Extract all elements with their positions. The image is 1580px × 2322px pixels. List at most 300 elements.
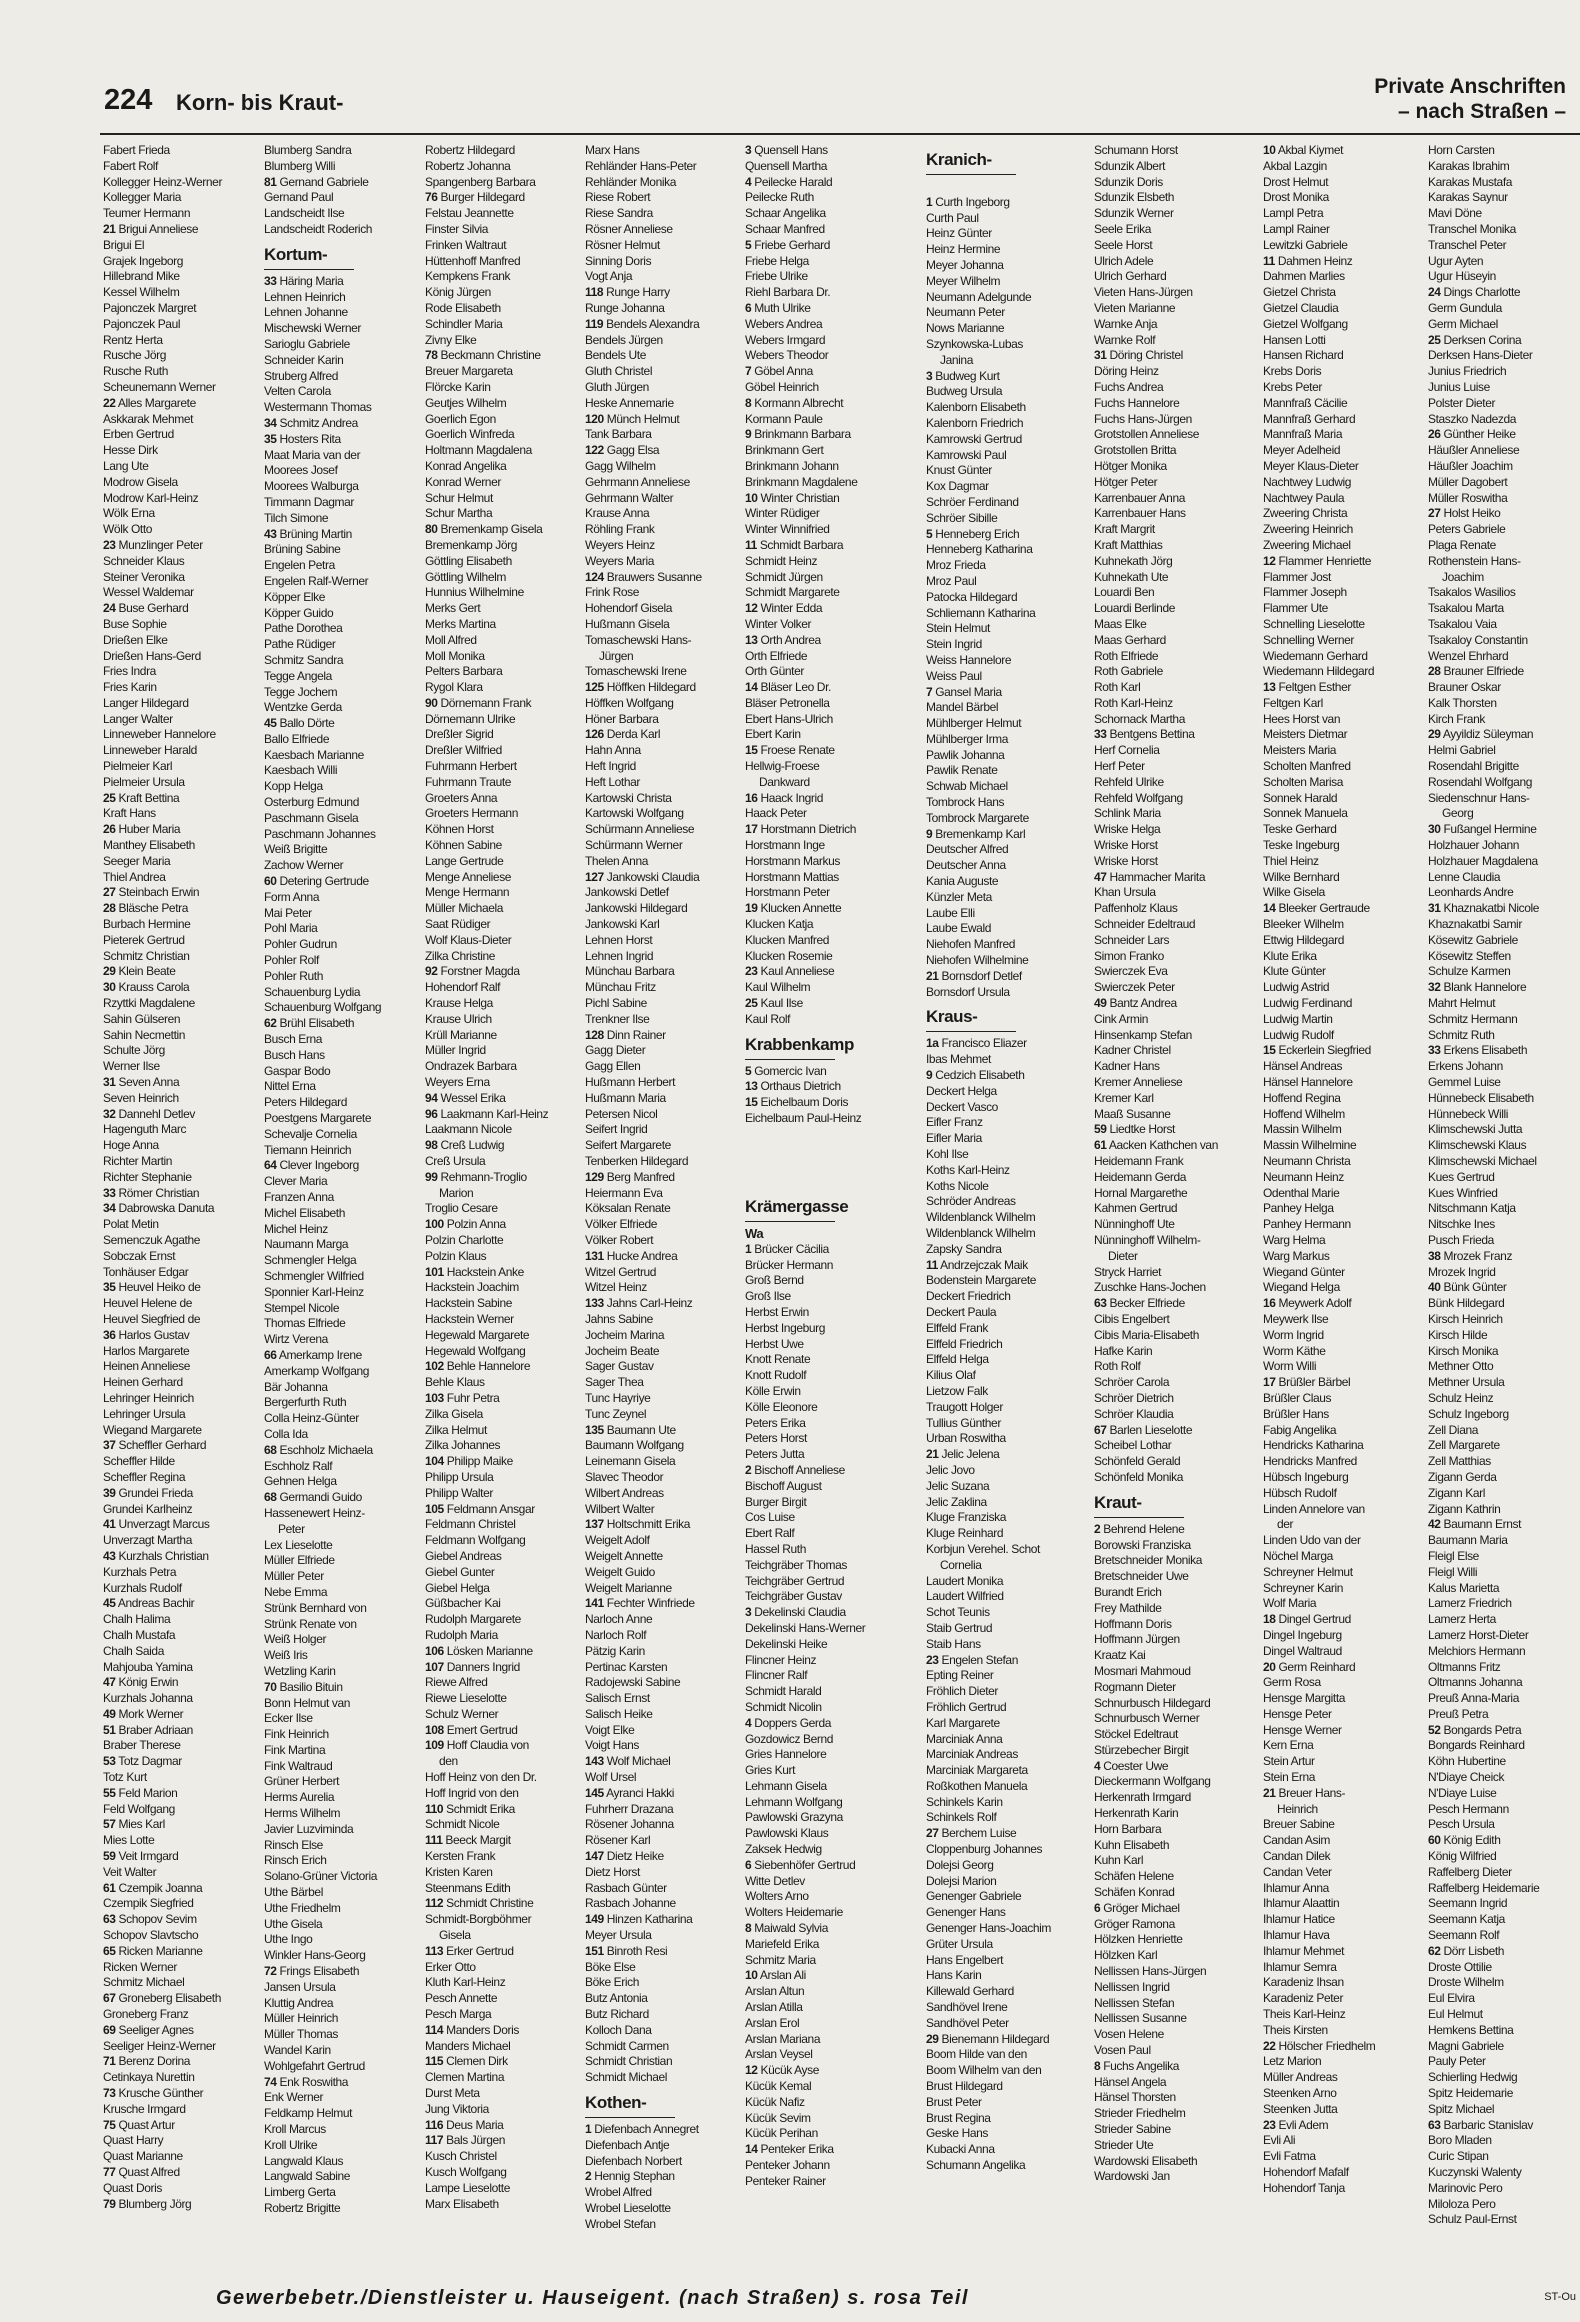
resident-entry: Amerkamp Wolfgang — [264, 1363, 370, 1378]
resident-entry: Semenczuk Agathe — [103, 1232, 201, 1247]
resident-entry: 98 Creß Ludwig — [425, 1138, 505, 1153]
resident-entry: Narloch Rolf — [585, 1627, 647, 1642]
resident-entry: Schumann Horst — [1094, 143, 1178, 157]
resident-entry: Michel Elisabeth — [264, 1205, 345, 1220]
street-heading: Krämergasse — [745, 1196, 907, 1222]
resident-entry: Kania Auguste — [926, 874, 999, 889]
resident-entry: Genenger Hans-Joachim — [926, 1921, 1052, 1936]
resident-entry: Nitschke Ines — [1428, 1217, 1495, 1232]
resident-entry: Killewald Gerhard — [926, 1984, 1014, 1999]
resident-entry: Tunc Hayriye — [585, 1390, 651, 1405]
resident-entry: Kurzhals Petra — [103, 1564, 177, 1579]
resident-entry: 21 Jelic Jelena — [926, 1447, 1000, 1462]
resident-entry: Horn Carsten — [1428, 143, 1495, 157]
resident-entry: Hänsel Andreas — [1263, 1059, 1343, 1074]
house-number: 135 — [585, 1422, 604, 1437]
resident-entry: Krause Helga — [425, 996, 493, 1011]
house-number: 31 — [1094, 348, 1107, 363]
entry-continuation: Peter — [278, 1521, 305, 1536]
resident-entry: 12 Kücük Ayse — [745, 2063, 819, 2078]
resident-entry: Herms Wilhelm — [264, 1806, 341, 1821]
resident-entry: Schneider Klaus — [103, 553, 185, 568]
resident-entry: Müller Peter — [264, 1569, 324, 1584]
resident-entry: Dreßler Sigrid — [425, 727, 494, 742]
resident-entry: Geske Hans — [926, 2126, 989, 2141]
resident-entry: Sponnier Karl-Heinz — [264, 1284, 364, 1299]
resident-entry: 78 Beckmann Christine — [425, 348, 541, 363]
resident-entry: Lamerz Friedrich — [1428, 1596, 1512, 1611]
resident-entry: Pielmeier Ursula — [103, 774, 185, 789]
resident-entry: Klimschewski Michael — [1428, 1154, 1537, 1168]
resident-entry: 25 Derksen Corina — [1428, 332, 1522, 347]
resident-entry: 109 Hoff Claudia von — [425, 1738, 529, 1753]
resident-entry: Schulz Ingeborg — [1428, 1406, 1509, 1421]
house-number: 8 — [745, 395, 752, 410]
house-number: 14 — [745, 680, 758, 695]
resident-entry: Ecker Ilse — [264, 1711, 313, 1726]
resident-entry: Wandel Karin — [264, 2043, 331, 2058]
resident-entry: Lang Ute — [103, 458, 149, 473]
house-number: 13 — [745, 632, 758, 647]
resident-entry: Philipp Walter — [425, 1485, 493, 1500]
house-number: 62 — [264, 1016, 277, 1031]
resident-entry: 12 Winter Edda — [745, 601, 823, 616]
house-number: 71 — [103, 2054, 116, 2069]
resident-entry: Gietzel Christa — [1263, 285, 1336, 300]
resident-entry: Polster Dieter — [1428, 395, 1496, 410]
resident-entry: Wessel Waldemar — [103, 585, 194, 600]
resident-entry: Velten Carola — [264, 384, 331, 399]
resident-entry: Lamerz Herta — [1428, 1612, 1496, 1627]
page-footer — [0, 2287, 1580, 2322]
house-number: 10 — [1263, 143, 1276, 157]
resident-entry: 77 Quast Alfred — [103, 2165, 180, 2179]
resident-entry: Marinovic Pero — [1428, 2180, 1503, 2195]
resident-entry: Arslan Altun — [745, 1984, 805, 1999]
resident-entry: Göbel Heinrich — [745, 379, 819, 394]
resident-entry: Richter Stephanie — [103, 1169, 192, 1184]
house-number: 8 — [1094, 2058, 1101, 2073]
resident-entry: Paschmann Johannes — [264, 826, 376, 841]
resident-entry: Groeters Anna — [425, 790, 498, 805]
resident-entry: Mai Peter — [264, 905, 312, 920]
house-number: 21 — [1263, 1785, 1276, 1800]
resident-entry: Mühlberger Helmut — [926, 716, 1022, 731]
resident-entry: Breuer Sabine — [1263, 1817, 1335, 1832]
resident-entry: Naumann Marga — [264, 1237, 349, 1252]
resident-entry: Schliemann Katharina — [926, 605, 1036, 620]
resident-entry: Göttling Elisabeth — [425, 553, 512, 568]
resident-entry: Kroll Marcus — [264, 2122, 326, 2137]
resident-entry: 38 Mrozek Franz — [1428, 1248, 1513, 1263]
resident-entry: Kues Winfried — [1428, 1185, 1498, 1200]
resident-entry: Kubacki Anna — [926, 2142, 995, 2157]
resident-entry: Fabig Angelika — [1263, 1422, 1337, 1437]
resident-entry: Schmidt Nicole — [425, 1817, 500, 1832]
resident-entry: 15 Froese Renate — [745, 743, 835, 758]
resident-entry: Marx Elisabeth — [425, 2196, 499, 2211]
resident-entry: 28 Bläsche Petra — [103, 901, 189, 916]
resident-entry: Seele Erika — [1094, 221, 1151, 236]
resident-entry: Kopp Helga — [264, 779, 323, 794]
resident-entry: Wardowski Jan — [1094, 2169, 1170, 2184]
resident-entry: Tsakalou Marta — [1428, 601, 1504, 616]
spacer — [926, 179, 1088, 195]
resident-entry: Köpper Elke — [264, 589, 325, 604]
resident-entry: 1a Francisco Eliazer — [926, 1036, 1027, 1051]
resident-entry: Eifler Franz — [926, 1115, 983, 1130]
resident-entry: Flincner Ralf — [745, 1668, 808, 1683]
resident-entry: 14 Penteker Erika — [745, 2142, 834, 2157]
house-number: 13 — [1263, 680, 1276, 695]
resident-entry: Gagg Dieter — [585, 1043, 646, 1058]
resident-entry: Roth Rolf — [1094, 1359, 1141, 1374]
resident-entry: 29 Bienemann Hildegard — [926, 2031, 1050, 2046]
resident-entry: Kirsch Heinrich — [1428, 1311, 1503, 1326]
resident-entry: Manthey Elisabeth — [103, 838, 195, 853]
resident-entry: Schaar Angelika — [745, 206, 826, 221]
resident-entry: Winter Volker — [745, 616, 812, 631]
resident-entry: Nellissen Hans-Jürgen — [1094, 1964, 1207, 1979]
resident-entry: Zigann Kathrin — [1428, 1501, 1501, 1516]
resident-entry: 13 Orth Andrea — [745, 632, 821, 647]
house-number: 131 — [585, 1248, 604, 1263]
resident-entry: Schäfen Konrad — [1094, 1885, 1175, 1900]
resident-entry: Seifert Ingrid — [585, 1122, 648, 1137]
resident-entry: Methner Otto — [1428, 1359, 1494, 1374]
resident-entry: Kersten Frank — [425, 1849, 496, 1864]
resident-entry: Landscheidt Ilse — [264, 206, 345, 221]
resident-entry: Ihlamur Anna — [1263, 1880, 1329, 1895]
resident-entry: Köhnen Horst — [425, 822, 494, 837]
resident-entry: Creß Ursula — [425, 1154, 486, 1168]
resident-entry: Sandhövel Peter — [926, 2015, 1009, 2030]
resident-entry: Müller Andreas — [1263, 2070, 1338, 2085]
resident-entry: Kalk Thorsten — [1428, 695, 1497, 710]
resident-entry: Flammer Jost — [1263, 569, 1331, 584]
resident-entry: 35 Heuvel Heiko de — [103, 1280, 201, 1295]
resident-entry: Westermann Thomas — [264, 400, 372, 415]
resident-entry: 17 Brüßler Bärbel — [1263, 1375, 1351, 1390]
resident-entry: Strünk Renate von — [264, 1616, 357, 1631]
house-number: 75 — [103, 2117, 116, 2132]
resident-entry: Weigelt Annette — [585, 1548, 663, 1563]
resident-entry: Kirch Frank — [1428, 711, 1485, 726]
house-number: 122 — [585, 443, 604, 458]
sub-heading: Wa — [745, 1226, 764, 1241]
resident-entry: 61 Aacken Kathchen van — [1094, 1138, 1218, 1153]
resident-entry: Rosendahl Brigitte — [1428, 759, 1519, 774]
resident-entry: Slavec Theodor — [585, 1469, 664, 1484]
resident-entry: Brust Regina — [926, 2110, 991, 2125]
resident-entry: Fröhlich Gertrud — [926, 1699, 1007, 1714]
resident-entry: Winter Winnifried — [745, 522, 830, 537]
resident-entry: Müller Michaela — [425, 901, 504, 916]
resident-entry: Göttling Wilhelm — [425, 569, 506, 584]
resident-entry: Heuvel Siegfried de — [103, 1311, 201, 1326]
resident-entry: Schürmann Werner — [585, 838, 683, 853]
resident-entry: 15 Eichelbaum Doris — [745, 1095, 849, 1110]
house-number: 63 — [1094, 1296, 1107, 1311]
resident-entry: Strieder Friedhelm — [1094, 2106, 1186, 2121]
resident-entry: Lehmann Wolfgang — [745, 1794, 843, 1809]
resident-entry: Curic Stipan — [1428, 2149, 1489, 2164]
resident-entry: Warnke Rolf — [1094, 332, 1156, 347]
resident-entry: Hassenewert Heinz- — [264, 1505, 365, 1520]
resident-entry: Lenne Claudia — [1428, 869, 1501, 884]
resident-entry: Gluth Jürgen — [585, 379, 649, 394]
resident-entry: Riese Sandra — [585, 206, 653, 221]
house-number: 6 — [745, 300, 752, 315]
resident-entry: Karakas Ibrahim — [1428, 158, 1510, 173]
resident-entry: Hackstein Werner — [425, 1311, 514, 1326]
resident-entry: 68 Germandi Guido — [264, 1490, 362, 1505]
resident-entry: Bendels Jürgen — [585, 332, 663, 347]
resident-entry: Staib Gertrud — [926, 1620, 993, 1635]
resident-entry: 36 Harlos Gustav — [103, 1327, 190, 1342]
resident-entry: Polat Metin — [103, 1217, 159, 1232]
resident-entry: Schröer Dietrich — [1094, 1390, 1174, 1405]
resident-entry: Traugott Holger — [926, 1399, 1003, 1414]
resident-entry: Evli Ali — [1263, 2133, 1296, 2148]
resident-entry: Dolejsi Georg — [926, 1857, 994, 1872]
resident-entry: Panhey Hermann — [1263, 1217, 1351, 1232]
resident-entry: Vieten Hans-Jürgen — [1094, 285, 1193, 300]
entry-continuation: Jürgen — [599, 648, 634, 663]
resident-entry: Mannfraß Cäcilie — [1263, 395, 1348, 410]
resident-entry: Karl Margarete — [926, 1715, 1000, 1730]
resident-entry: 90 Dörnemann Frank — [425, 695, 532, 710]
resident-entry: Nöchel Marga — [1263, 1548, 1333, 1563]
house-number: 25 — [103, 790, 116, 805]
resident-entry: Neumann Christa — [1263, 1154, 1351, 1168]
house-number: 104 — [425, 1454, 444, 1469]
entry-continuation: Georg — [1442, 806, 1474, 821]
resident-entry: Hünnebeck Willi — [1428, 1106, 1509, 1121]
resident-entry: Wardowski Elisabeth — [1094, 2153, 1198, 2168]
resident-entry: Mroz Frieda — [926, 558, 986, 573]
resident-entry: 104 Philipp Maike — [425, 1454, 513, 1469]
spacer — [745, 1158, 907, 1174]
resident-entry: Rothenstein Hans- — [1428, 553, 1521, 568]
resident-entry: Fuchs Andrea — [1094, 379, 1164, 394]
resident-entry: Plaga Renate — [1428, 537, 1496, 552]
directory-column — [103, 143, 265, 2283]
resident-entry: 80 Bremenkamp Gisela — [425, 522, 543, 537]
resident-entry: Kücük Kemal — [745, 2079, 812, 2094]
resident-entry: Massin Wilhelm — [1263, 1122, 1342, 1137]
resident-entry: Tsakalos Wasilios — [1428, 585, 1516, 600]
resident-entry: Bongards Reinhard — [1428, 1738, 1525, 1753]
resident-entry: Wolters Heidemarie — [745, 1905, 843, 1920]
resident-entry: Feld Wolfgang — [103, 1801, 175, 1816]
house-number: 101 — [425, 1264, 444, 1279]
resident-entry: Pesch Ursula — [1428, 1817, 1495, 1832]
house-number: 61 — [103, 1880, 116, 1895]
resident-entry: 33 Häring Maria — [264, 273, 344, 288]
house-number: 42 — [1428, 1517, 1441, 1532]
house-number: 39 — [103, 1485, 116, 1500]
resident-entry: 22 Hölscher Friedhelm — [1263, 2038, 1376, 2053]
resident-entry: Lehnen Heinrich — [264, 289, 346, 304]
resident-entry: Schmidt Margarete — [745, 585, 840, 600]
resident-entry: Rinsch Erich — [264, 1853, 327, 1868]
resident-entry: 125 Höffken Hildegard — [585, 680, 696, 695]
resident-entry: 14 Bleeker Gertraude — [1263, 901, 1370, 916]
resident-entry: Brigui El — [103, 237, 145, 252]
resident-entry: Brinkmann Johann — [745, 458, 839, 473]
resident-entry: Deckert Friedrich — [926, 1289, 1011, 1304]
resident-entry: Boom Hilde van den — [926, 2047, 1027, 2062]
resident-entry: Fink Heinrich — [264, 1727, 329, 1742]
resident-entry: Hötger Monika — [1094, 458, 1167, 473]
resident-entry: Kraft Matthias — [1094, 537, 1163, 552]
resident-entry: Linden Annelore van — [1263, 1501, 1365, 1516]
resident-entry: Teske Ingeburg — [1263, 838, 1340, 853]
resident-entry: Rehländer Monika — [585, 174, 676, 189]
resident-entry: Riewe Lieselotte — [425, 1691, 507, 1706]
entry-continuation: Joachim — [1442, 569, 1484, 584]
resident-entry: Diefenbach Antje — [585, 2137, 670, 2152]
resident-entry: 127 Jankowski Claudia — [585, 869, 700, 884]
resident-entry: Zilka Helmut — [425, 1422, 487, 1437]
resident-entry: Salisch Heike — [585, 1706, 653, 1721]
spacer — [745, 1127, 907, 1143]
resident-entry: Schneider Lars — [1094, 932, 1170, 947]
resident-entry: Form Anna — [264, 889, 320, 904]
house-number: 3 — [745, 143, 752, 157]
resident-entry: Kilius Olaf — [926, 1368, 976, 1383]
resident-entry: Marciniak Margareta — [926, 1763, 1028, 1778]
resident-entry: Merks Martina — [425, 616, 496, 631]
resident-entry: Sahin Necmettin — [103, 1027, 186, 1042]
resident-entry: Webers Andrea — [745, 316, 823, 331]
resident-entry: Schinkels Rolf — [926, 1810, 997, 1825]
resident-entry: Winter Rüdiger — [745, 506, 820, 521]
resident-entry: 19 Klucken Annette — [745, 901, 842, 916]
resident-entry: Zweering Michael — [1263, 537, 1351, 552]
resident-entry: N'Diaye Cheick — [1428, 1770, 1505, 1785]
resident-entry: Arslan Veysel — [745, 2047, 813, 2062]
resident-entry: Wrobel Stefan — [585, 2216, 656, 2231]
resident-entry: 12 Flammer Henriette — [1263, 553, 1372, 568]
resident-entry: Mariefeld Erika — [745, 1936, 820, 1951]
resident-entry: Gagg Ellen — [585, 1059, 641, 1074]
house-number: 34 — [264, 415, 277, 430]
resident-entry: 108 Emert Gertrud — [425, 1722, 518, 1737]
resident-entry: Scheffler Regina — [103, 1469, 186, 1484]
resident-entry: Roth Gabriele — [1094, 664, 1163, 679]
resident-entry: 47 Hammacher Marita — [1094, 869, 1206, 884]
house-number: 45 — [264, 716, 277, 731]
resident-entry: Schmitz Ruth — [1428, 1027, 1495, 1042]
resident-entry: Rusche Ruth — [103, 364, 168, 379]
house-number: 47 — [103, 1675, 116, 1690]
resident-entry: Knott Rudolf — [745, 1368, 807, 1383]
resident-entry: 32 Dannehl Detlev — [103, 1106, 195, 1121]
resident-entry: Pertinac Karsten — [585, 1659, 668, 1674]
house-number: 2 — [745, 1462, 752, 1477]
resident-entry: 21 Breuer Hans- — [1263, 1785, 1346, 1800]
resident-entry: Wrobel Alfred — [585, 2185, 652, 2200]
resident-entry: 120 Münch Helmut — [585, 411, 680, 426]
house-number: 57 — [103, 1817, 116, 1832]
resident-entry: 102 Behle Hannelore — [425, 1359, 531, 1374]
resident-entry: Wiedemann Hildegard — [1263, 664, 1375, 679]
resident-entry: Tegge Jochem — [264, 684, 338, 699]
resident-entry: Chalh Mustafa — [103, 1627, 176, 1642]
house-number: 21 — [103, 221, 116, 236]
resident-entry: Hackstein Sabine — [425, 1296, 512, 1311]
resident-entry: Orth Elfriede — [745, 648, 808, 663]
house-number: 4 — [745, 1715, 752, 1730]
resident-entry: 24 Dings Charlotte — [1428, 285, 1521, 300]
resident-entry: Niehofen Manfred — [926, 937, 1015, 952]
resident-entry: Saat Rüdiger — [425, 917, 491, 932]
resident-entry: Hansen Richard — [1263, 348, 1344, 363]
directory-column — [745, 143, 907, 2283]
resident-entry: 28 Brauner Elfriede — [1428, 664, 1524, 679]
resident-entry: Kölle Erwin — [745, 1383, 801, 1398]
resident-entry: 35 Hosters Rita — [264, 431, 341, 446]
resident-entry: 21 Brigui Anneliese — [103, 221, 199, 236]
house-number: 141 — [585, 1596, 604, 1611]
resident-entry: Kamrowski Paul — [926, 447, 1007, 462]
resident-entry: Cetinkaya Nurettin — [103, 2070, 195, 2085]
resident-entry: Lehnen Ingrid — [585, 948, 654, 963]
resident-entry: Seele Horst — [1094, 237, 1153, 252]
resident-entry: Schröer Carola — [1094, 1375, 1170, 1390]
resident-entry: Hensge Peter — [1263, 1706, 1332, 1721]
resident-entry: Konrad Werner — [425, 474, 501, 489]
resident-entry: Korbjun Verehel. Schot — [926, 1541, 1040, 1556]
resident-entry: Pawlik Johanna — [926, 747, 1005, 762]
resident-entry: Kamrowski Gertrud — [926, 431, 1022, 446]
resident-entry: Stein Ingrid — [926, 637, 982, 652]
resident-entry: Brüßler Hans — [1263, 1406, 1329, 1421]
resident-entry: Höffken Wolfgang — [585, 695, 674, 710]
resident-entry: Rehfeld Ulrike — [1094, 774, 1164, 789]
entry-continuation: Cornelia — [940, 1557, 982, 1572]
resident-entry: Hackstein Joachim — [425, 1280, 519, 1295]
resident-entry: Witzel Heinz — [585, 1280, 647, 1295]
resident-entry: Genenger Hans — [926, 1905, 1006, 1920]
resident-entry: 126 Derda Karl — [585, 727, 661, 742]
resident-entry: Elffeld Frank — [926, 1320, 988, 1335]
resident-entry: 16 Meywerk Adolf — [1263, 1296, 1352, 1311]
directory-column — [585, 143, 747, 2283]
house-number: 60 — [264, 874, 277, 889]
resident-entry: Simon Franko — [1094, 948, 1164, 963]
resident-entry: Lex Lieselotte — [264, 1537, 333, 1552]
resident-entry: Steiner Veronika — [103, 569, 185, 584]
resident-entry: 43 Brüning Martin — [264, 526, 352, 541]
resident-entry: Rösener Karl — [585, 1833, 651, 1848]
resident-entry: Strieder Sabine — [1094, 2122, 1171, 2137]
resident-entry: Philipp Ursula — [425, 1469, 494, 1484]
house-number: 66 — [264, 1347, 277, 1362]
house-number: 113 — [425, 1943, 444, 1958]
house-number: 51 — [103, 1722, 116, 1737]
resident-entry: Schmidt Heinz — [745, 553, 818, 568]
resident-entry: Gietzel Wolfgang — [1263, 316, 1348, 331]
resident-entry: Kücük Nafiz — [745, 2094, 805, 2109]
resident-entry: Hüttenhoff Manfred — [425, 253, 521, 268]
resident-entry: Warg Markus — [1263, 1248, 1330, 1263]
resident-entry: Hans Engelbert — [926, 1952, 1004, 1967]
resident-entry: Kluge Reinhard — [926, 1526, 1004, 1541]
resident-entry: Goerlich Winfreda — [425, 427, 515, 442]
